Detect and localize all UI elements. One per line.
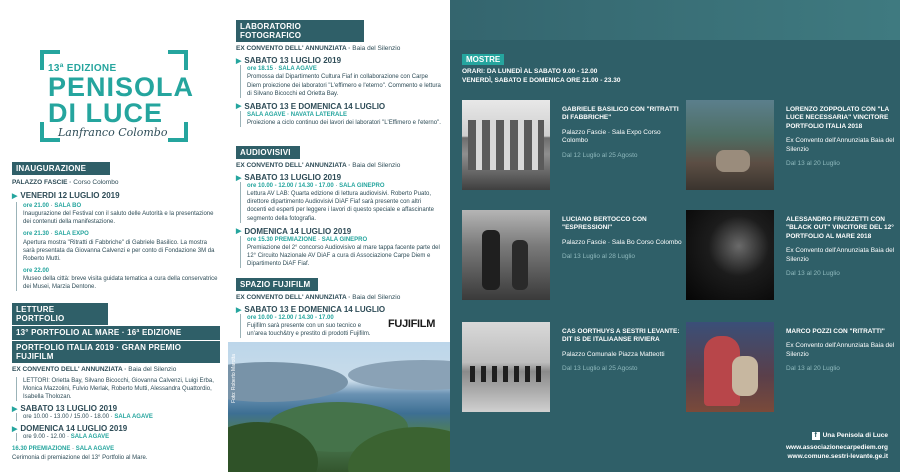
portfolio-italia-header: PORTFOLIO ITALIA 2019 · GRAN PREMIO FUJIFILM bbox=[12, 341, 220, 363]
exhibit-card: ALESSANDRO FRUZZETTI CON "BLACK OUT" VINCITORE DEL 12° PORTFOLIO AL MARE 2018 Ex Convento dell'Annunziata Baia del Silenzio Dal 13 al 20 Luglio bbox=[686, 210, 900, 302]
logo-title-line1: PENISOLA bbox=[48, 72, 195, 102]
exhibit-photo bbox=[462, 100, 550, 190]
festival-logo bbox=[40, 50, 195, 142]
footer bbox=[786, 432, 888, 462]
exhibit-card: LUCIANO BERTOCCO CON "ESPRESSIONI" Palazzo Fascie · Sala Bo Corso Colombo Dal 13 Luglio al 28 Luglio bbox=[462, 210, 682, 302]
mostre-header: MOSTRE bbox=[462, 54, 504, 65]
audiovisivi-section: AUDIOVISIVI EX CONVENTO DELL' ANNUNZIATA · Baia del Silenzio ▶ SABATO 13 LUGLIO 2019 ore 10.00 - 12.00 / 14.30 - 17.00 · SALA GINEPRO Lettura AV LAB: Quarta edizione di lettura audiovisivi. Roberto Puato, direttore dipartimento Audiovisivi DiAF Fiaf sarà presente con altri docenti ed esperti per leggere i lavori di questo speciale e affascinante segmento della fotografia. ▶ DOMENICA 14 LUGLIO 2019 ore 15.30 PREMIAZIONE · SALA GINEPRO Premiazione del 2° concorso Audiovisivo al mare tappa facente parte del 12° Circuito Nazionale AV DiAF a cura di Associazione Carpe Diem e Dipartimento DiAF Fiaf. bbox=[236, 146, 442, 268]
event-3-text: Museo della città: breve visita guidata tematica a cura della conservatrice dei Musei, Marzia Dentone. bbox=[23, 275, 218, 291]
exhibit-card: LORENZO ZOPPOLATO CON "LA LUCE NECESSARIA" VINCITORE PORTFOLIO ITALIA 2018 Ex Convento dell'Annunziata Baia del Silenzio Dal 13 al 20 Luglio bbox=[686, 100, 900, 192]
exhibit-photo bbox=[462, 210, 550, 300]
mostre-hours: ORARI: DA LUNEDÌ AL SABATO 9.00 - 12.00 VENERDÌ, SABATO E DOMENICA ORE 21.00 - 23.30 bbox=[462, 68, 621, 84]
letture-section: LETTURE PORTFOLIO 13° PORTFOLIO AL MARE · 16ª EDIZIONE PORTFOLIO ITALIA 2019 · GRAN PREMIO FUJIFILM EX CONVENTO DELL' ANNUNZIATA · Baia del Silenzio LETTORI: Orietta Bay, Silvano Bicocchi, Giovanna Calvenzi, Luigi Erba, Monica Mazzolini, Fulvio Merlak, Roberto Mutti, Alessandra Quattordio, Isabella Tholozan. ▶ SABATO 13 LUGLIO 2019 ore 10.00 - 13.00 / 15.00 - 18.00 · SALA AGAVE ▶ DOMENICA 14 LUGLIO 2019 ore 9.00 - 12.00 · SALA AGAVE 16.30 PREMIAZIONE · SALA AGAVE Cerimonia di premiazione del 13° Portfolio al Mare. bbox=[12, 303, 220, 462]
inaugurazione-place: PALAZZO FASCIE · Corso Colombo bbox=[12, 179, 119, 187]
inaugurazione-date: ▶ VENERDI 12 LUGLIO 2019 bbox=[12, 191, 120, 201]
website-link-2[interactable]: www.comune.sestri-levante.ge.it bbox=[787, 453, 888, 461]
exhibit-card: MARCO POZZI CON "RITRATTI" Ex Convento dell'Annunziata Baia del Silenzio Dal 13 al 20 Luglio bbox=[686, 322, 900, 414]
website-link-1[interactable]: www.associazionecarpediem.org bbox=[786, 444, 888, 452]
event-2-text: Apertura mostra "Ritratti di Fabbriche" di Gabriele Basilico. La mostra sarà presentata da Giovanna Calvenzi e per conto di Fondazione 3M da Roberto Mutti. bbox=[23, 239, 215, 262]
exhibit-photo bbox=[462, 322, 550, 412]
inaugurazione-section: INAUGURAZIONE PALAZZO FASCIE · Corso Colombo ▶ VENERDI 12 LUGLIO 2019 ore 21.00 · SALA BO Inaugurazione del Festival con il saluto delle Autorità e la presentazione dei contenuti della manifestazione. ore 21.30 · SALA EXPO Apertura mostra "Ritratti di Fabbriche" di Gabriele Basilico. La mostra sarà presentata da Giovanna Calvenzi e per conto di Fondazione 3M da Roberto Mutti. ore 22.00 Museo della città: breve visita guidata tematica a cura della conservatrice dei Musei, Marzia Dentone. bbox=[12, 162, 220, 291]
coastline-photo bbox=[228, 342, 450, 472]
logo-signature: Lanfranco Colombo bbox=[58, 126, 168, 139]
fujifilm-logo: FUJIFILM bbox=[388, 318, 436, 330]
exhibit-card: GABRIELE BASILICO CON "RITRATTI DI FABBRICHE" Palazzo Fascie · Sala Expo Corso Colombo Dal 12 Luglio al 25 Agosto bbox=[462, 100, 682, 192]
exhibit-photo bbox=[686, 322, 774, 412]
photo-credit: Foto: Roberto Marotta bbox=[231, 354, 237, 403]
exhibit-photo bbox=[686, 210, 774, 300]
edition-label: 13ª EDIZIONE bbox=[48, 63, 117, 74]
exhibit-card: CAS OORTHUYS A SESTRI LEVANTE: DIT IS DE ITALIAANSE RIVIERA Palazzo Comunale Piazza Matteotti Dal 13 Luglio al 25 Agosto bbox=[462, 322, 682, 414]
fujifilm-section: SPAZIO FUJIFILM EX CONVENTO DELL' ANNUNZIATA · Baia del Silenzio ▶ SABATO 13 E DOMENICA 14 LUGLIO ore 10.00 - 12.00 / 14.30 - 17.00 Fujifilm sarà presente con un suo tecnico e un'area touch&try e prestito di prodotti Fujifilm. FUJIFILM bbox=[236, 280, 436, 338]
inaugurazione-header: INAUGURAZIONE bbox=[12, 162, 110, 175]
event-1-text: Inaugurazione del Festival con il saluto delle Autorità e la presentazione dei contenuti della manifestazione. bbox=[23, 211, 214, 226]
logo-title-line2: DI LUCE bbox=[48, 98, 163, 128]
laboratorio-section: LABORATORIO FOTOGRAFICO EX CONVENTO DELL' ANNUNZIATA · Baia del Silenzio ▶ SABATO 13 LUGLIO 2019 ore 18.15 · SALA AGAVE Promossa dal Dipartimento Cultura Fiaf in collaborazione con Carpe Diem proiezione dei laboratori "L'effimero e l'eterno". Commento e lettura di Silvano Bicocchi ed Orietta Bay. ▶ SABATO 13 E DOMENICA 14 LUGLIO SALA AGAVE · NAVATA LATERALE Proiezione a ciclo continuo dei lavori dei laboratori "L'Effimero e l'eterno". bbox=[236, 22, 441, 126]
facebook-icon: f bbox=[812, 432, 820, 440]
portfolio-mare-header: 13° PORTFOLIO AL MARE · 16ª EDIZIONE bbox=[12, 326, 220, 339]
facebook-link[interactable]: f Una Penisola di Luce bbox=[786, 432, 888, 441]
letture-header: LETTURE PORTFOLIO bbox=[12, 303, 108, 325]
right-panel bbox=[450, 0, 900, 472]
left-panel bbox=[0, 0, 228, 472]
exhibit-photo bbox=[686, 100, 774, 190]
lettori-list: LETTORI: Orietta Bay, Silvano Bicocchi, Giovanna Calvenzi, Luigi Erba, Monica Mazzolini, Fulvio Merlak, Roberto Mutti, Alessandra Quattordio, Isabella Tholozan. bbox=[23, 377, 214, 401]
